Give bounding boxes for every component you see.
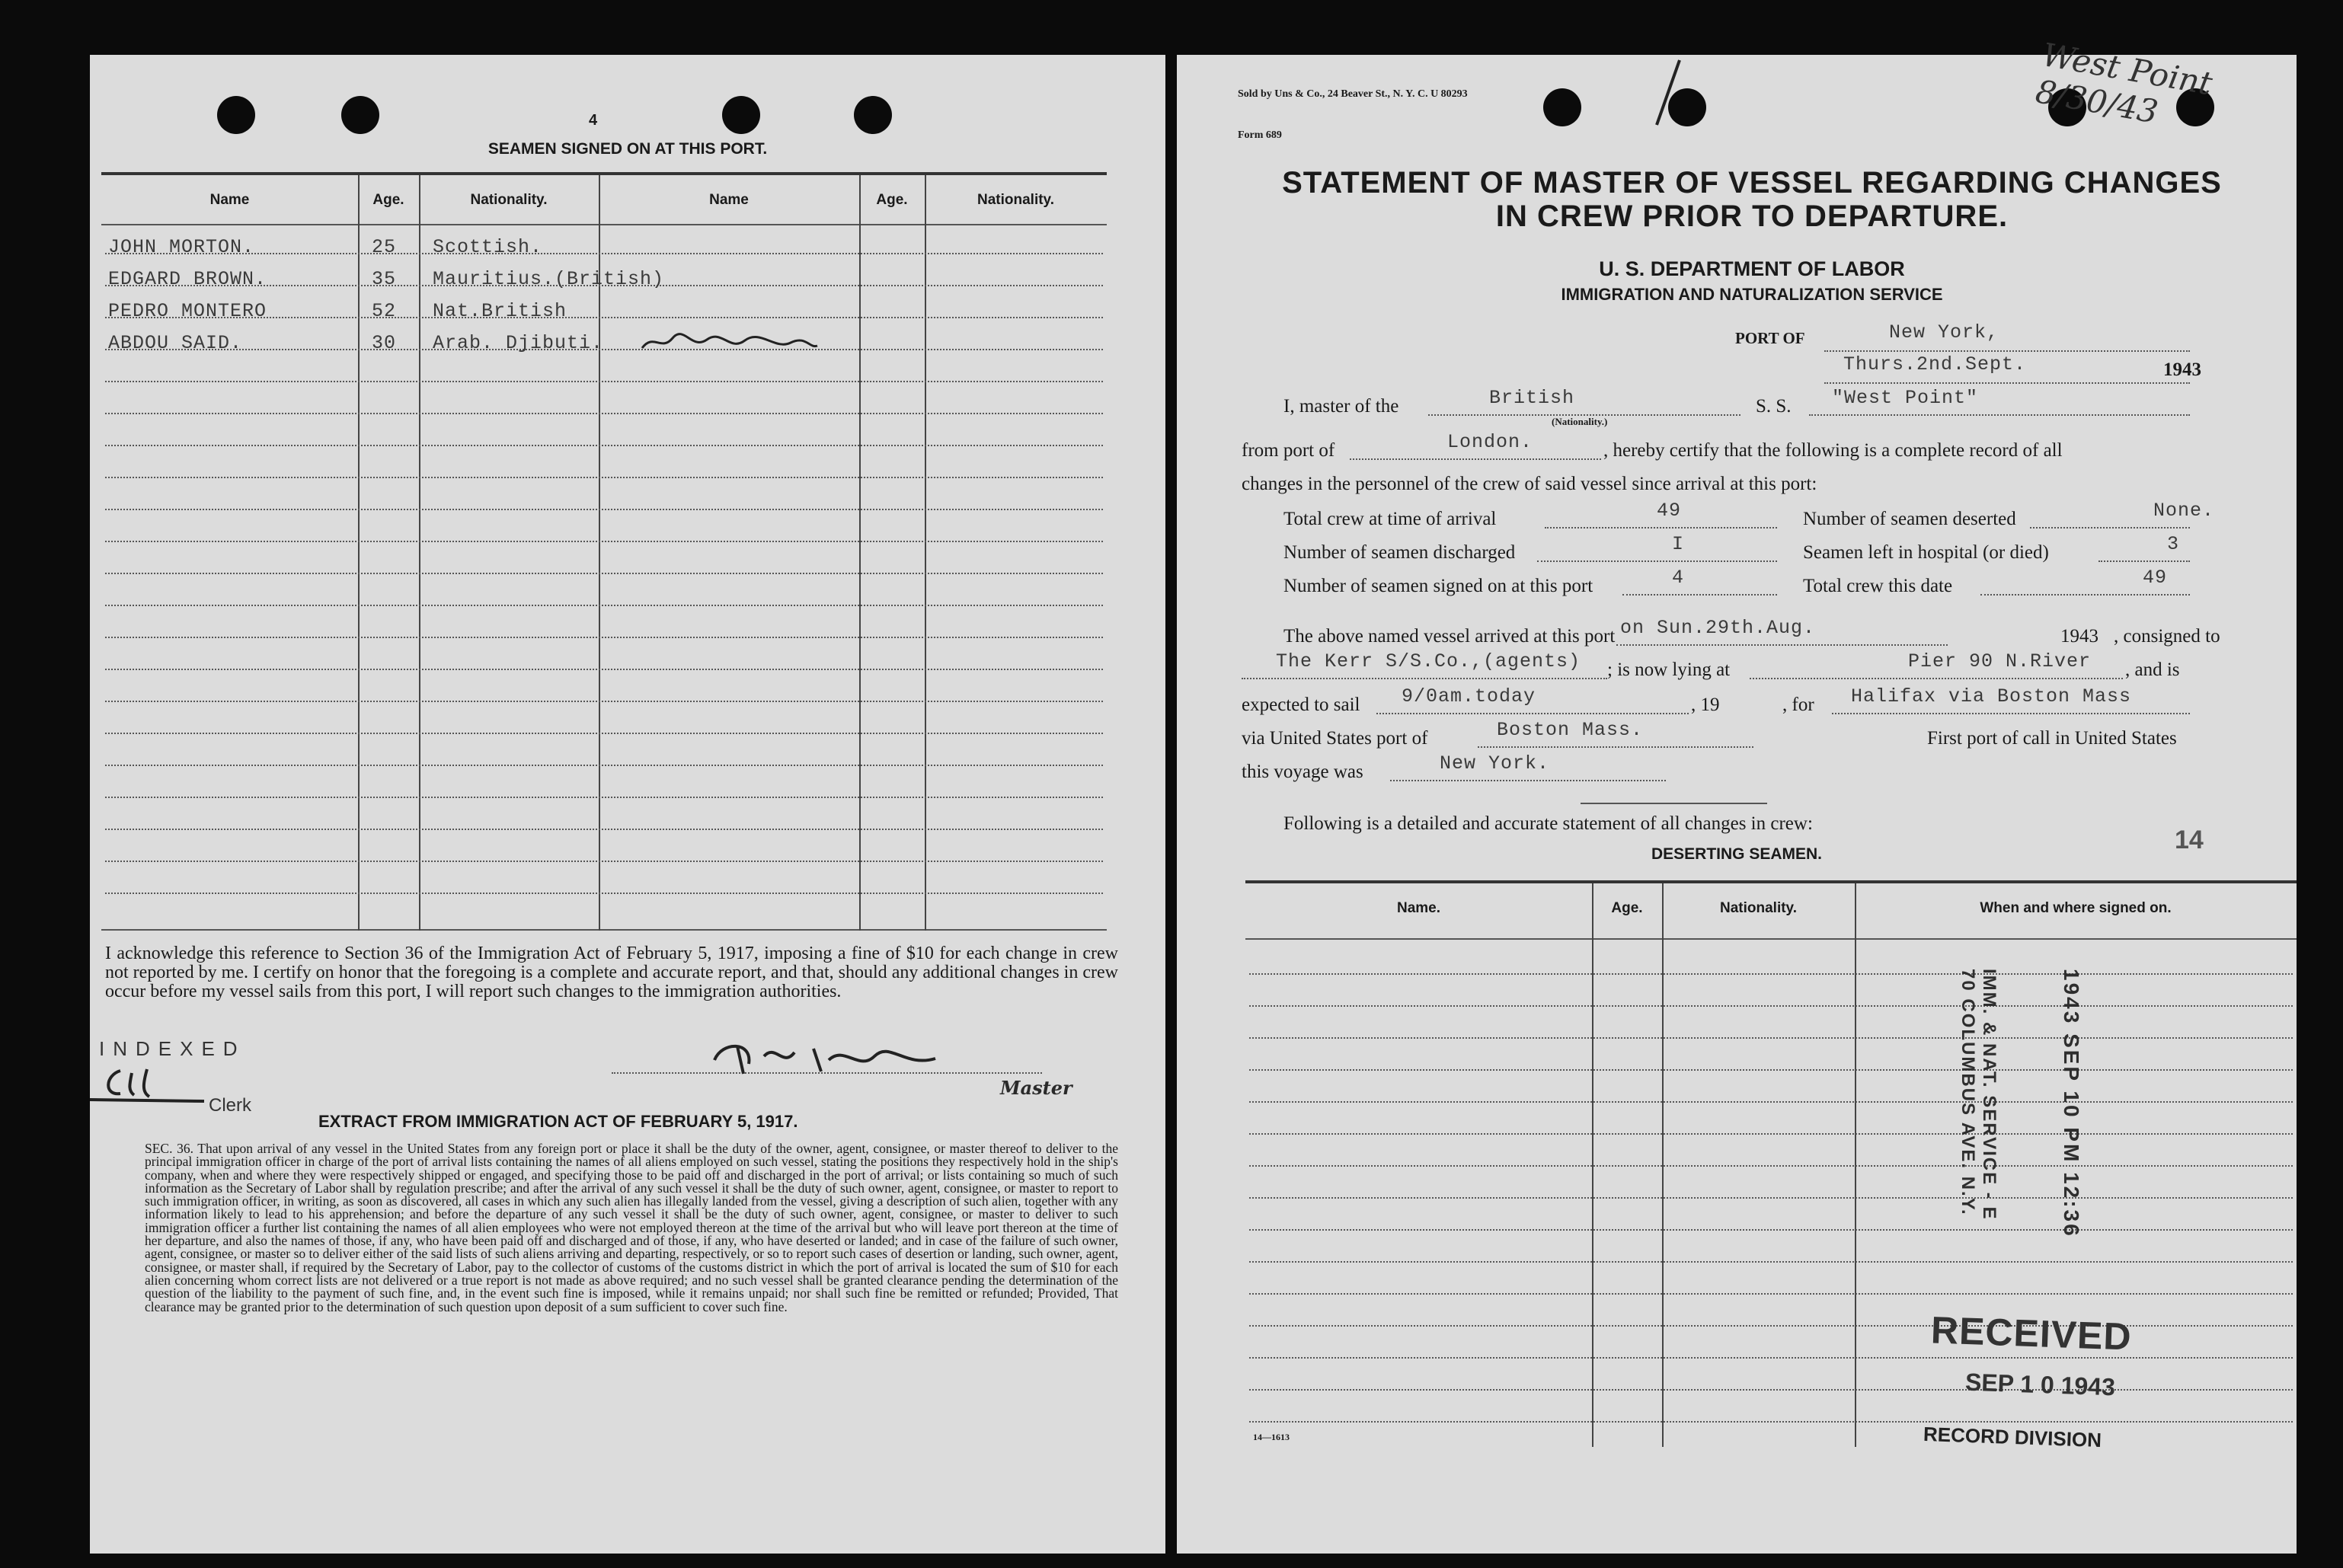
changes-text: changes in the personnel of the crew of said vessel since arrival at this port: (1242, 474, 1817, 494)
year-blank: , 19 (1691, 695, 1720, 715)
arrived-value: on Sun.29th.Aug. (1620, 617, 1816, 639)
field-line (1616, 644, 1948, 646)
row-rule (1249, 1325, 2293, 1327)
expected-value: 9/0am.today (1402, 685, 1536, 707)
total-crew-date-label: Total crew this date (1803, 576, 1953, 596)
department-name: U. S. DEPARTMENT OF LABOR (1599, 257, 1905, 280)
service-name: IMMIGRATION AND NATURALIZATION SERVICE (1561, 285, 1943, 304)
following-text: Following is a detailed and accurate statement of all changes in crew: (1283, 813, 1813, 834)
total-crew-date-value: 49 (2143, 567, 2168, 589)
column-header: Name (209, 192, 250, 208)
field-line (1832, 713, 2190, 714)
punch-hole (341, 96, 379, 134)
form-number: Form 689 (1238, 129, 1282, 141)
consigned-label: , consigned to (2114, 626, 2220, 647)
crew-name: PEDRO MONTERO (108, 300, 267, 322)
field-line (1376, 713, 1689, 714)
row-rule (105, 797, 1103, 798)
row-rule (1249, 1165, 2293, 1167)
record-division-stamp: RECORD DIVISION (1923, 1422, 2102, 1452)
table-top-rule (101, 172, 1107, 175)
row-rule (105, 413, 1103, 414)
received-time-stamp (1957, 969, 1999, 1289)
consignee-value: The Kerr S/S.Co.,(agents) (1276, 650, 1581, 672)
field-line (1809, 414, 2190, 416)
first-port-label: First port of call in United States (1927, 728, 2177, 749)
for-label: , for (1782, 695, 1814, 715)
punch-hole (217, 96, 255, 134)
indexed-stamp: INDEXED (99, 1037, 246, 1060)
field-line (1390, 780, 1666, 781)
field-line (1545, 527, 1777, 529)
punch-hole (722, 96, 760, 134)
signed-on-label: Number of seamen signed on at this port (1283, 576, 1593, 596)
crew-nationality: Nat.British (433, 300, 567, 322)
row-rule (1249, 1261, 2293, 1263)
crew-age: 30 (372, 332, 397, 354)
arrived-label: The above named vessel arrived at this port (1283, 626, 1616, 647)
row-rule (105, 445, 1103, 446)
from-port-value: London. (1447, 431, 1533, 453)
column-header: Nationality. (977, 192, 1054, 208)
column-header: When and where signed on. (1980, 900, 2172, 916)
lying-label: ; is now lying at (1607, 659, 1731, 680)
expected-label: expected to sail (1242, 695, 1360, 715)
row-rule (105, 861, 1103, 862)
acknowledgment-text: I acknowledge this reference to Section 36 of the Immigration Act of February 5, 1917, imposing a fine of $10 for each change in crew not reported by me. I certify on honor that the foregoing is a complete and accurate report, and that, should any additional changes in crew occur before my vessel sails from this port, I will report such changes to the immigration authorities. (105, 944, 1118, 1001)
row-rule (105, 253, 1103, 254)
form-title-line1: STATEMENT OF MASTER OF VESSEL REGARDING CHANGES (1282, 166, 2222, 200)
field-line (1750, 678, 2123, 679)
field-line (1980, 594, 2190, 596)
row-rule (105, 637, 1103, 638)
column-header: Age. (876, 192, 908, 208)
column-header: Nationality. (470, 192, 548, 208)
total-crew-arrival-label: Total crew at time of arrival (1283, 509, 1497, 529)
extract-heading: EXTRACT FROM IMMIGRATION ACT OF FEBRUARY 5, 1917. (318, 1112, 798, 1131)
via-value: Boston Mass. (1497, 719, 1644, 741)
row-rule (1249, 1421, 2293, 1423)
row-rule (105, 605, 1103, 606)
table-top-rule (1245, 880, 2297, 883)
row-rule (105, 701, 1103, 702)
deserting-heading: DESERTING SEAMEN. (1651, 845, 1823, 863)
field-line (1242, 678, 1607, 679)
pencil-mark (1634, 56, 1695, 133)
and-is-label: , and is (2125, 659, 2180, 680)
column-divider (859, 175, 861, 931)
row-rule (1249, 1005, 2293, 1007)
column-header: Name (709, 192, 749, 208)
form-title-line2: IN CREW PRIOR TO DEPARTURE. (1495, 200, 2009, 233)
table-header-rule (101, 224, 1107, 225)
port-label: PORT OF (1735, 329, 1805, 347)
field-line (1622, 594, 1777, 596)
right-page (1177, 35, 2297, 1554)
stamp-address-line: 70 COLUMBUS AVE. N.Y. (1958, 969, 1978, 1216)
from-port-label: from port of (1242, 440, 1335, 461)
deserted-value: None. (2153, 500, 2215, 522)
row-rule (105, 381, 1103, 382)
clerk-initials (90, 1062, 212, 1107)
handwritten-scribble (638, 329, 821, 356)
punch-hole (1543, 88, 1581, 126)
total-crew-arrival-value: 49 (1657, 500, 1682, 522)
master-label: Master (1000, 1077, 1072, 1099)
hospital-value: 3 (2167, 533, 2180, 555)
section-heading: SEAMEN SIGNED ON AT THIS PORT. (487, 140, 768, 158)
ss-label: S. S. (1756, 396, 1792, 417)
stamp-service-line: IMM. & NAT. SERVICE - E (1979, 969, 1999, 1221)
row-rule (105, 669, 1103, 670)
row-rule (105, 765, 1103, 766)
crew-nationality: Mauritius.(British) (433, 268, 665, 290)
column-divider (419, 175, 420, 931)
row-rule (1249, 1389, 2293, 1391)
date-value: Thurs.2nd.Sept. (1843, 353, 2027, 375)
extract-text: SEC. 36. That upon arrival of any vessel in the United States from any foreign port or place it shall be the duty of the owner, agent, consignee, or master thereof to deliver to the principal immigration officer in charge of the port of arrival lists containing the names of all aliens employed on such vessel, stating the positions they respectively hold in the ship's company, when and where they were respectively shipped or engaged, and specifying those to be paid off and discharged in the port of arrival; or lists containing so much of such information as the Secretary of Labor shall by regulation prescribe; and after the arrival of any such vessel it shall be the duty of such owner, agent, consignee, or master to report to such immigration officer, in writing, as soon as discovered, all cases in which any such alien has illegally landed from the vessel, giving a description of such alien, together with any information likely to lead to his apprehension; and before the departure of any such vessel it shall be the duty of such owner, agent, consignee, or master to deliver to such immigration officer a further list containing the names of all alien employees who were not employed thereon at the time of the arrival but who will leave port thereon at the time of her departure, and also the names of those, if any, who have been paid off and discharged and of those, if any, who have deserted or landed; and in case of the failure of such owner, agent, consignee, or master so to deliver either of the said lists of such aliens arriving and departing, respectively, or so to report such cases of desertion or landing, such owner, agent, consignee, or master shall, if required by the Secretary of Labor, pay to the collector of customs of the customs district in which the port of arrival is located the sum of $10 for each alien concerning whom correct lists are not delivered or a true report is not made as above required; and no such vessel shall be granted clearance pending the determination of the question of the liability to the payment of such fine, and, in the event such fine is imposed, while it remains unpaid; nor shall such fine be remitted or refunded; Provided, That clearance may be granted prior to the determination of such question upon deposit of a sum sufficient to cover such fine. (145, 1141, 1118, 1314)
deserted-label: Number of seamen deserted (1803, 509, 2016, 529)
crew-nationality: Arab. Djibuti. (433, 332, 604, 354)
row-rule (1249, 1133, 2293, 1135)
crew-age: 52 (372, 300, 397, 322)
row-rule (1249, 1037, 2293, 1039)
vessel-name: "West Point" (1832, 387, 1979, 409)
row-rule (1249, 1229, 2293, 1231)
master-of-label: I, master of the (1283, 396, 1399, 417)
column-header: Name. (1396, 900, 1441, 916)
arrived-year: 1943 (2060, 626, 2098, 647)
hospital-label: Seamen left in hospital (or died) (1803, 542, 2049, 563)
page-stamp: 14 (2175, 826, 2204, 854)
row-rule (105, 829, 1103, 830)
row-rule (105, 349, 1103, 350)
field-line (1537, 560, 1777, 562)
nationality-value: British (1489, 387, 1575, 409)
column-divider (925, 175, 926, 931)
row-rule (1249, 1293, 2293, 1295)
row-rule (105, 893, 1103, 894)
master-signature (707, 1037, 958, 1083)
crew-age: 35 (372, 268, 397, 290)
lying-value: Pier 90 N.River (1908, 650, 2092, 672)
date-year: 1943 (2163, 359, 2201, 380)
field-line (1824, 382, 2190, 384)
crew-name: ABDOU SAID. (108, 332, 243, 354)
row-rule (105, 573, 1103, 574)
punch-hole (854, 96, 892, 134)
row-rule (1249, 1197, 2293, 1199)
separator-rule (1581, 803, 1767, 804)
stamp-datetime: 1943 SEP 10 PM 12:36 (2060, 969, 2083, 1238)
field-line (2098, 560, 2190, 562)
row-rule (105, 541, 1103, 542)
table-header-rule (1245, 938, 2297, 940)
column-header: Age. (1611, 900, 1643, 916)
column-header: Nationality. (1720, 900, 1797, 916)
discharged-label: Number of seamen discharged (1283, 542, 1516, 563)
row-rule (1249, 1101, 2293, 1103)
form-code: 14—1613 (1253, 1432, 1290, 1442)
nationality-caption: (Nationality.) (1552, 416, 1608, 427)
voyage-value: New York. (1440, 752, 1550, 774)
voyage-label: this voyage was (1242, 762, 1363, 782)
discharged-value: I (1672, 533, 1685, 555)
field-line (1478, 746, 1753, 748)
field-line (1824, 350, 2190, 352)
field-line (2030, 527, 2190, 529)
printer-line: Sold by Uns & Co., 24 Beaver St., N. Y. C. U 80293 (1238, 88, 1468, 100)
row-rule (1249, 1357, 2293, 1359)
crew-nationality: Scottish. (433, 236, 543, 258)
crew-name: JOHN MORTON. (108, 236, 255, 258)
received-stamp: RECEIVED (1930, 1308, 2133, 1359)
received-date: SEP 1 0 1943 (1964, 1368, 2116, 1401)
handwritten-corner-note: West Point 8/30/43 (2032, 35, 2216, 131)
signed-on-value: 4 (1672, 567, 1685, 589)
row-rule (105, 477, 1103, 478)
certify-text: , hereby certify that the following is a complete record of all (1603, 440, 2063, 461)
column-header: Age. (372, 192, 404, 208)
row-rule (1249, 973, 2293, 975)
table-bottom-rule (101, 929, 1107, 931)
port-value: New York, (1889, 321, 1999, 343)
crew-age: 25 (372, 236, 397, 258)
left-page (90, 55, 1165, 1554)
column-divider (358, 175, 360, 931)
destination-value: Halifax via Boston Mass (1851, 685, 2132, 707)
crew-name: EDGARD BROWN. (108, 268, 267, 290)
row-rule (105, 509, 1103, 510)
via-label: via United States port of (1242, 728, 1428, 749)
row-rule (105, 733, 1103, 734)
row-rule (1249, 1069, 2293, 1071)
page-number: 4 (589, 112, 598, 129)
clerk-label: Clerk (209, 1095, 252, 1116)
field-line (1350, 458, 1601, 460)
